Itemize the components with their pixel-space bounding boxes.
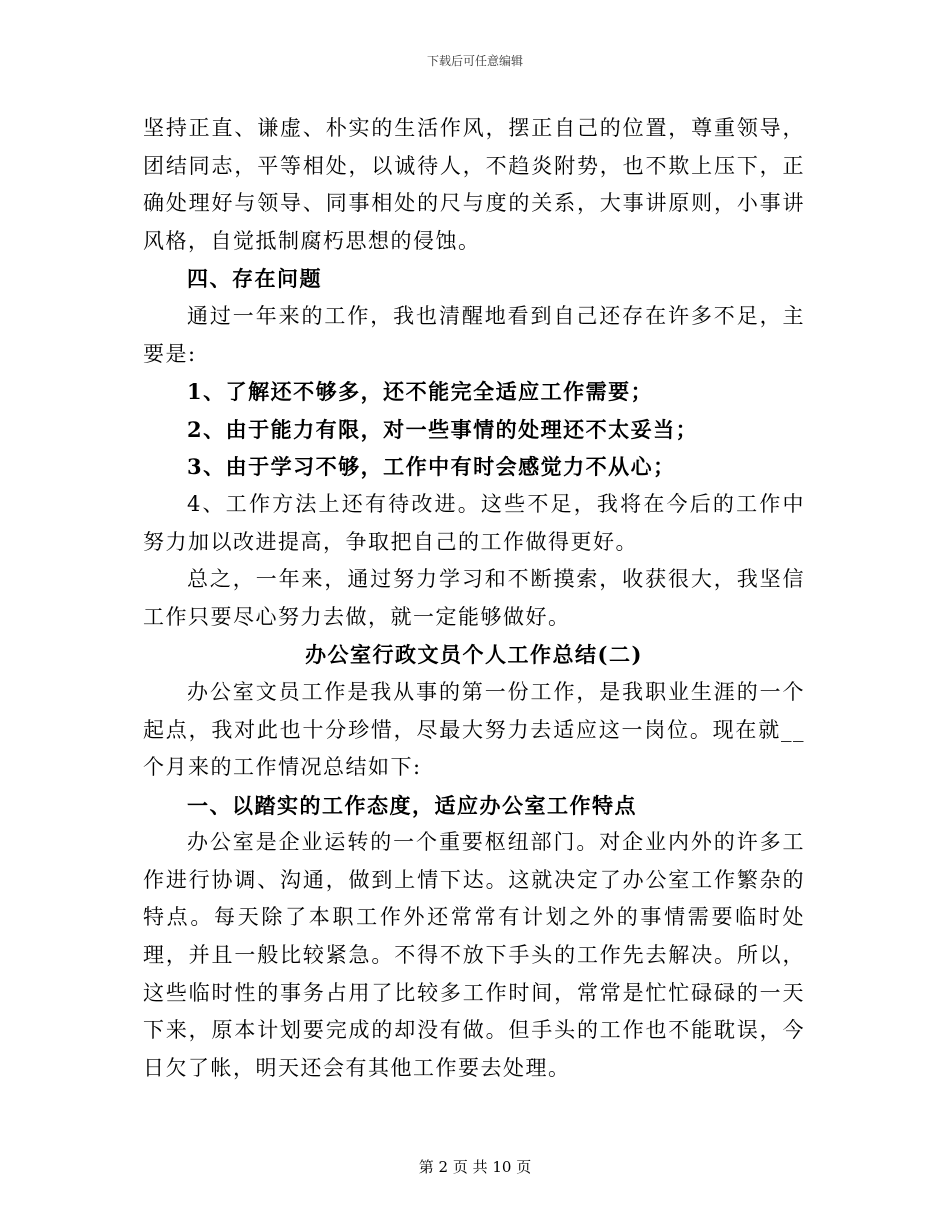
heading-work-attitude: 一、以踏实的工作态度，适应办公室工作特点 [187, 792, 637, 818]
paragraph-problems-intro: 通过一年来的工作，我也清醒地看到自己还存在许多不足，主要是: [143, 303, 805, 366]
problem-item-3: 3、由于学习不够，工作中有时会感觉力不从心； [187, 454, 676, 480]
document-body [143, 110, 805, 1087]
page-footer: 第 2 页 共 10 页 [418, 1158, 532, 1176]
paragraph-work-style: 坚持正直、谦虚、朴实的生活作风，摆正自己的位置，尊重领导，团结同志，平等相处，以诚待人，不趋炎附势，也不欺上压下，正确处理好与领导、同事相处的尺与度的关系，大事讲原则，小事讲风格，自觉抵制腐朽思想的侵蚀。 [143, 116, 805, 253]
paragraph-office-characteristics: 办公室是企业运转的一个重要枢纽部门。对企业内外的许多工作进行协调、沟通，做到上情下达。这就决定了办公室工作繁杂的特点。每天除了本职工作外还常常有计划之外的事情需要临时处理，并且一般比较紧急。不得不放下手头的工作先去解决。所以，这些临时性的事务占用了比较多工作时间，常常是忙忙碌碌的一天下来，原本计划要完成的却没有做。但手头的工作也不能耽误，今日欠了帐，明天还会有其他工作要去处理。 [143, 830, 805, 1080]
problem-item-4: 4、工作方法上还有待改进。这些不足，我将在今后的工作中努力加以改进提高，争取把自己的工作做得更好。 [143, 491, 805, 554]
problem-item-1: 1、了解还不够多，还不能完全适应工作需要； [187, 379, 654, 405]
page-header: 下载后可任意编辑 [426, 54, 523, 68]
section-title-summary-2: 办公室行政文员个人工作总结(二) [305, 642, 643, 668]
heading-existing-problems: 四、存在问题 [187, 266, 322, 292]
problem-item-2: 2、由于能力有限，对一些事情的处理还不太妥当； [187, 416, 699, 442]
paragraph-summary-intro: 办公室文员工作是我从事的第一份工作，是我职业生涯的一个起点，我对此也十分珍惜，尽最大努力去适应这一岗位。现在就__个月来的工作情况总结如下: [143, 679, 805, 780]
paragraph-conclusion: 总之，一年来，通过努力学习和不断摸索，收获很大，我坚信工作只要尽心努力去做，就一定能够做好。 [143, 567, 805, 629]
